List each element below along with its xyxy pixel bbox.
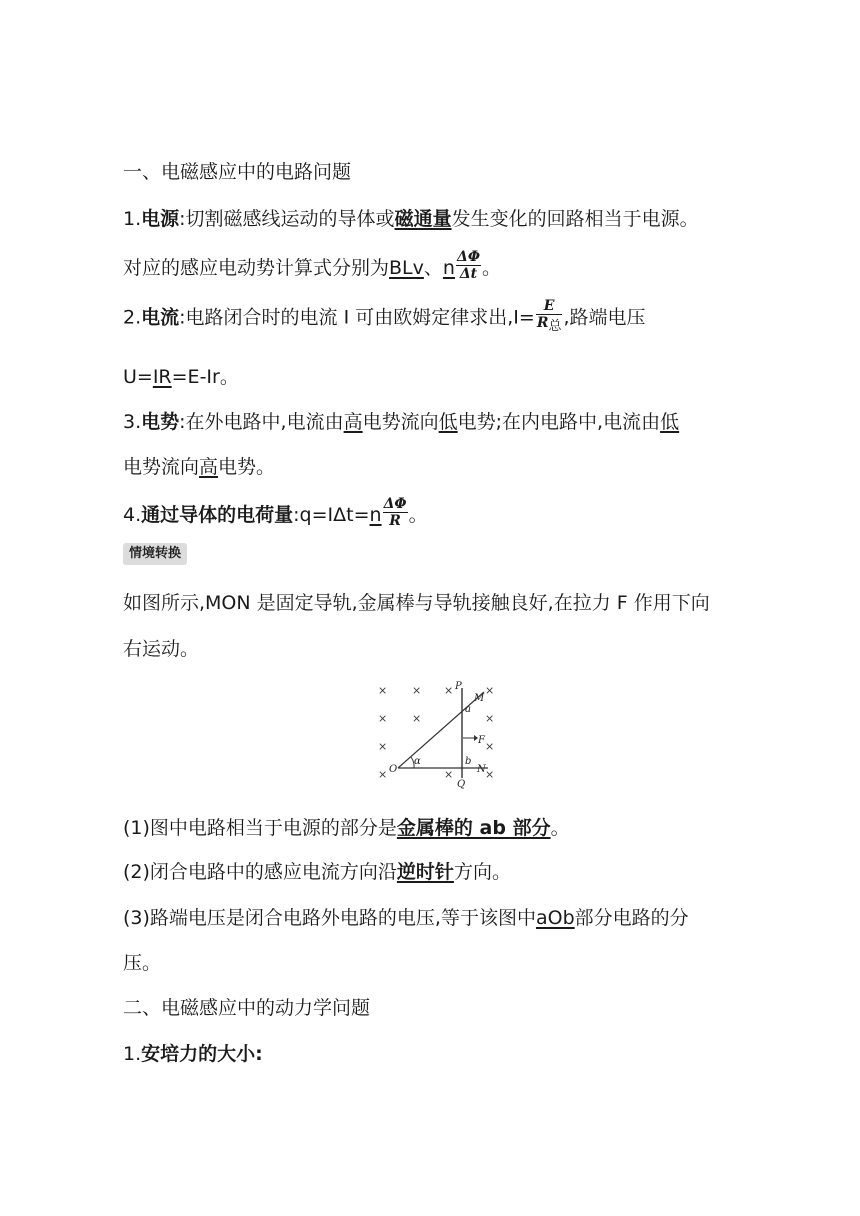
section-1-heading: 一、电磁感应中的电路问题 xyxy=(123,161,352,183)
field-cross: × xyxy=(444,768,454,781)
question-3-continued: 压。 xyxy=(123,952,162,974)
label-N: N xyxy=(477,764,486,775)
field-cross: × xyxy=(378,740,388,753)
field-cross: × xyxy=(378,684,388,697)
field-cross: × xyxy=(485,712,495,725)
field-cross: × xyxy=(485,740,495,753)
label-alpha: α xyxy=(414,756,421,767)
rail-circuit-diagram xyxy=(370,680,500,790)
question-3: (3)路端电压是闭合电路外电路的电压,等于该图中aOb部分电路的分 xyxy=(123,907,689,929)
charge-formula: n $\frac{\Delta\Phi}{R}$ xyxy=(369,496,407,529)
point-1-emf-formulas: 对应的感应电动势计算式分别为BLv、n $\frac{\Delta\Phi}{\Delta t}$ 。 xyxy=(123,249,502,282)
point-5-ampere-force: 1.安培力的大小: xyxy=(123,1043,263,1065)
label-F: F xyxy=(478,735,485,746)
fraction-dphi-over-r: $\frac{\Delta\Phi}{R}$ xyxy=(383,496,407,529)
label-a: a xyxy=(465,704,471,715)
emf-formula: n $\frac{\Delta\Phi}{\Delta t}$ xyxy=(442,249,481,282)
label-O: O xyxy=(389,764,398,775)
label-M: M xyxy=(474,693,485,704)
point-3-continued: 电势流向高电势。 xyxy=(123,456,276,478)
field-cross: × xyxy=(444,684,454,697)
question-1: (1)图中电路相当于电源的部分是金属棒的 ab 部分。 xyxy=(123,817,570,839)
section-2-heading: 二、电磁感应中的动力学问题 xyxy=(123,997,371,1019)
scenario-tag: 情境转换 xyxy=(123,543,187,565)
label-P: P xyxy=(455,681,462,692)
label-b: b xyxy=(465,756,472,767)
scenario-text-line-1: 如图所示,MON 是固定导轨,金属棒与导轨接触良好,在拉力 F 作用下向 xyxy=(123,592,710,614)
field-cross: × xyxy=(485,684,495,697)
scenario-text-line-2: 右运动。 xyxy=(123,638,200,660)
point-2-terminal-voltage: U=IR=E-Ir。 xyxy=(123,366,239,388)
question-2: (2)闭合电路中的感应电流方向沿逆时针方向。 xyxy=(123,861,511,883)
field-cross: × xyxy=(412,712,422,725)
label-Q: Q xyxy=(457,779,466,790)
fraction-e-over-r-total: $\frac{E}{\text{R总}}$ xyxy=(536,298,562,334)
fraction-dphi-dt: $\frac{\Delta\Phi}{\Delta t}$ xyxy=(456,249,481,282)
field-cross: × xyxy=(485,768,495,781)
field-cross: × xyxy=(412,684,422,697)
point-4-charge: 4.通过导体的电荷量:q=IΔt=n $\frac{\Delta\Phi}{R}$ 。 xyxy=(123,496,428,529)
point-1-power-source: 1.电源:切割磁感线运动的导体或磁通量发生变化的回路相当于电源。 xyxy=(123,208,699,230)
point-2-current: 2.电流:电路闭合时的电流 I 可由欧姆定律求出,I= $\frac{E}{\text{R总}}$ ,路端电压 xyxy=(123,298,646,334)
field-cross: × xyxy=(378,768,388,781)
field-cross: × xyxy=(378,712,388,725)
point-3-potential: 3.电势:在外电路中,电流由高电势流向低电势;在内电路中,电流由低 xyxy=(123,411,680,433)
